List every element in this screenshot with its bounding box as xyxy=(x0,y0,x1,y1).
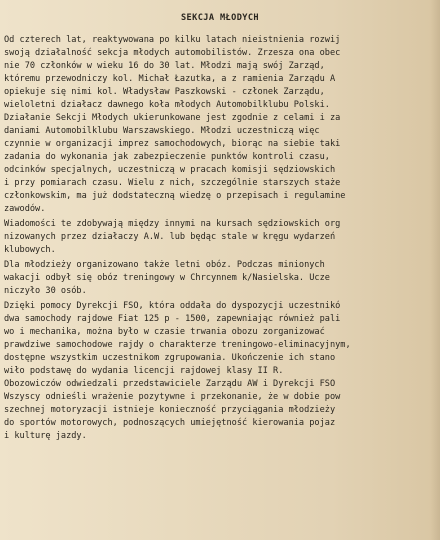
text-line: prawdziwe samochodowe rajdy o charakterze treningowo-eliminacyjnym, xyxy=(4,340,351,350)
text-line: opiekuje się nimi kol. Władysław Paszkowski - członek Zarządu, xyxy=(4,87,325,97)
text-line: niczyło 30 osób. xyxy=(4,286,87,296)
text-line: nizowanych przez działaczy A.W. lub będąc stale w kręgu wydarzeń xyxy=(4,232,336,242)
text-line: wakacji odbył się obóz treningowy w Chrcynnem k/Nasielska. Ucze xyxy=(4,273,330,283)
text-line: i kulturę jazdy. xyxy=(4,431,87,441)
page-title: SEKCJA MŁODYCH xyxy=(180,13,260,23)
text-line: Od czterech lat, reaktywowana po kilku latach nieistnienia rozwij xyxy=(4,35,341,45)
paragraph xyxy=(4,218,438,257)
text-line: zadania do wykonania jak zabezpieczenie punktów kontroli czasu, xyxy=(4,152,330,162)
text-line: swoją działalność sekcja młodych automobilistów. Zrzesza ona obec xyxy=(4,48,341,58)
text-line: Obozowiczów odwiedzali przedstawiciele Zarządu AW i Dyrekcji FSO xyxy=(4,379,336,389)
text-line: dostępne wszystkim uczestnikom zgrupowania. Ukończenie ich stano xyxy=(4,353,336,363)
text-line: daniami Automobilklubu Warszawskiego. Młodzi uczestniczą więc xyxy=(4,126,320,136)
text-line: któremu przewodniczy kol. Michał Łazutka, a z ramienia Zarządu A xyxy=(4,74,336,84)
paragraph xyxy=(4,259,438,298)
text-line: Działanie Sekcji Młodych ukierunkowane jest zgodnie z celami i za xyxy=(4,113,341,123)
text-line: Wiadomości te zdobywają między innymi na kursach sędziowskich org xyxy=(4,219,341,229)
text-line: nie 70 członków w wieku 16 do 30 lat. Młodzi mają swój Zarząd, xyxy=(4,61,325,71)
text-line: klubowych. xyxy=(4,245,56,255)
text-line: czynnie w organizacji imprez samochodowych, biorąc na siebie taki xyxy=(4,139,341,149)
text-line: do sportów motorowych, podnoszących umiejętność kierowania pojaz xyxy=(4,418,336,428)
text-line: i przy pomiarach czasu. Wielu z nich, szczególnie starszych staże xyxy=(4,178,341,188)
text-line: szechnej motoryzacji istnieje konieczność przyciągania młodzieży xyxy=(4,405,336,415)
text-line: Dla młodzieży organizowano także letni obóz. Podczas minionych xyxy=(4,260,325,270)
text-line: zawodów. xyxy=(4,204,46,214)
text-line: odcinków specjalnych, uczestniczą w pracach komisji sędziowskich xyxy=(4,165,336,175)
text-line: Wszyscy odnieśli wrażenie pozytywne i przekonanie, że w dobie pow xyxy=(4,392,341,402)
text-line: wiło podstawę do wydania licencji rajdowej klasy II R. xyxy=(4,366,284,376)
text-line: Dzięki pomocy Dyrekcji FSO, która oddała do dyspozycji uczestnikó xyxy=(4,301,341,311)
paragraph xyxy=(4,300,438,443)
document-body xyxy=(4,34,438,445)
page-edge-shadow xyxy=(430,0,440,540)
text-line: wieloletni działacz dawnego koła młodych Automobilklubu Polski. xyxy=(4,100,330,110)
text-line: członkowskim, ma już dodstateczną wiedzę o przepisach i regulamine xyxy=(4,191,346,201)
paragraph xyxy=(4,34,438,216)
text-line: wo i mechanika, można było w czasie trwania obozu zorganizować xyxy=(4,327,325,337)
text-line: dwa samochody rajdowe Fiat 125 p - 1500, zapewniając również pali xyxy=(4,314,341,324)
